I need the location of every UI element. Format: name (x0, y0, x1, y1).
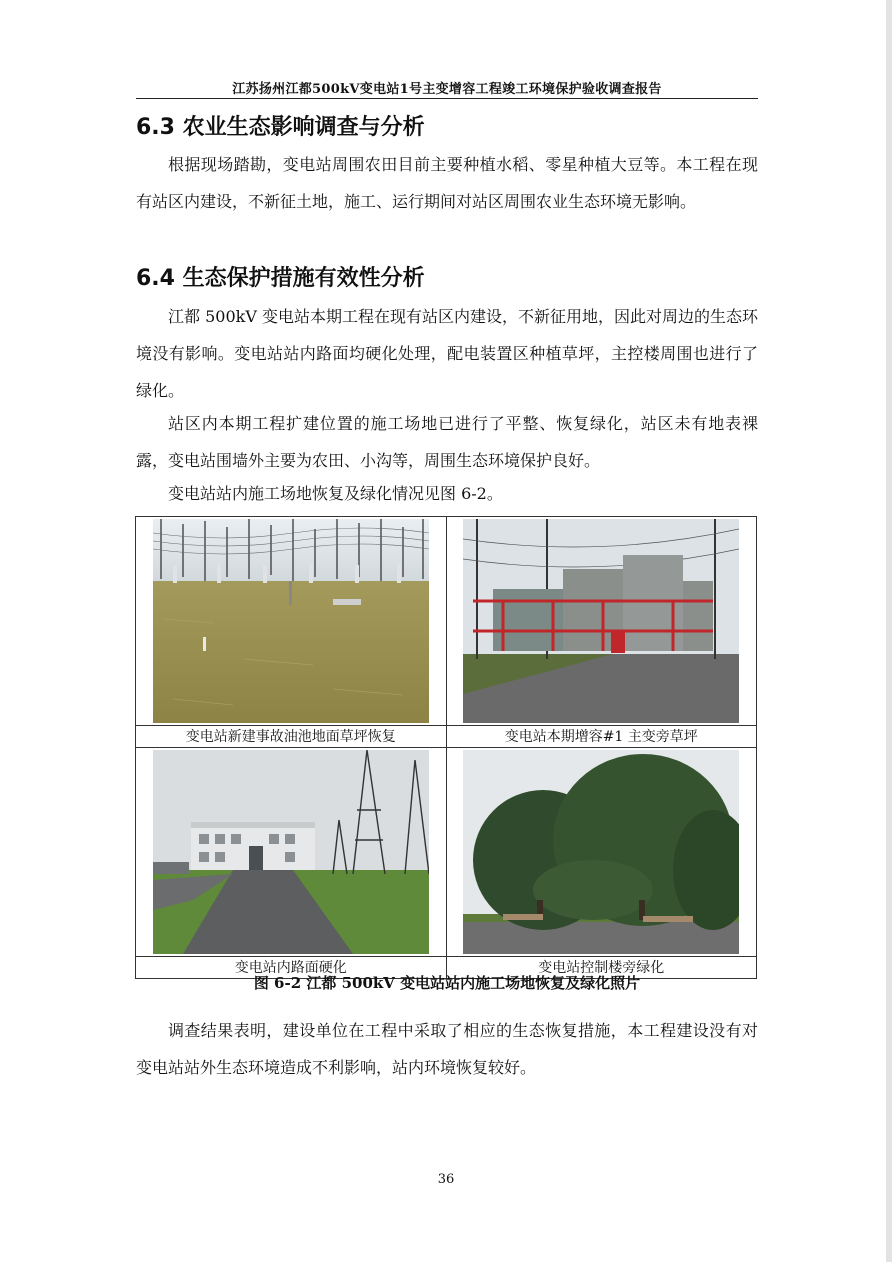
photo-cell (446, 748, 757, 957)
switchyard-lawn-photo (153, 519, 429, 723)
section-number: 6.4 (136, 266, 175, 291)
paragraph-agriculture: 根据现场踏勘，变电站周围农田目前主要种植水稻、零星种植大豆等。本工程在现有站区内建设，不新征土地，施工、运行期间对站区周围农业生态环境无影响。 (136, 155, 758, 211)
section-heading-6-3 (136, 110, 425, 141)
page-edge-shadow (886, 0, 892, 1262)
section-heading-6-4 (136, 261, 425, 292)
photo-cell (136, 517, 447, 726)
photo-table (135, 516, 757, 979)
section-title: 生态保护措施有效性分析 (182, 266, 425, 291)
photo-cell (136, 748, 447, 957)
paragraph-conclusion: 调查结果表明，建设单位在工程中采取了相应的生态恢复措施，本工程建设没有对变电站站外生态环境造成不利影响，站内环境恢复较好。 (136, 1021, 758, 1077)
paragraph-site-restoration: 站区内本期工程扩建位置的施工场地已进行了平整、恢复绿化，站区未有地表裸露，变电站围墙外主要为农田、小沟等，周围生态环境保护良好。 (136, 414, 758, 470)
page-number: 36 (437, 1172, 455, 1187)
header-rule (136, 98, 758, 99)
photo-cell (446, 517, 757, 726)
cedar-trees-photo (463, 750, 739, 954)
running-header: 江苏扬州江都500kV变电站1号主变增容工程竣工环境保护验收调查报告 (232, 82, 662, 97)
photo-caption: 变电站控制楼旁绿化 (446, 957, 757, 979)
transformer-photo (463, 519, 739, 723)
photo-caption: 变电站本期增容#1 主变旁草坪 (446, 726, 757, 748)
photo-caption: 变电站内路面硬化 (136, 957, 447, 979)
section-number: 6.3 (136, 115, 175, 140)
figure-caption: 图 6-2 江都 500kV 变电站站内施工场地恢复及绿化照片 (253, 974, 641, 992)
section-title: 农业生态影响调查与分析 (182, 115, 425, 140)
photo-caption: 变电站新建事故油池地面草坪恢复 (136, 726, 447, 748)
paragraph-ecology: 江都 500kV 变电站本期工程在现有站区内建设，不新征用地，因此对周边的生态环境没有影响。变电站站内路面均硬化处理，配电装置区种植草坪，主控楼周围也进行了绿化。 (136, 307, 758, 400)
paragraph-figure-reference: 变电站站内施工场地恢复及绿化情况见图 6-2。 (168, 484, 503, 503)
control-building-road-photo (153, 750, 429, 954)
